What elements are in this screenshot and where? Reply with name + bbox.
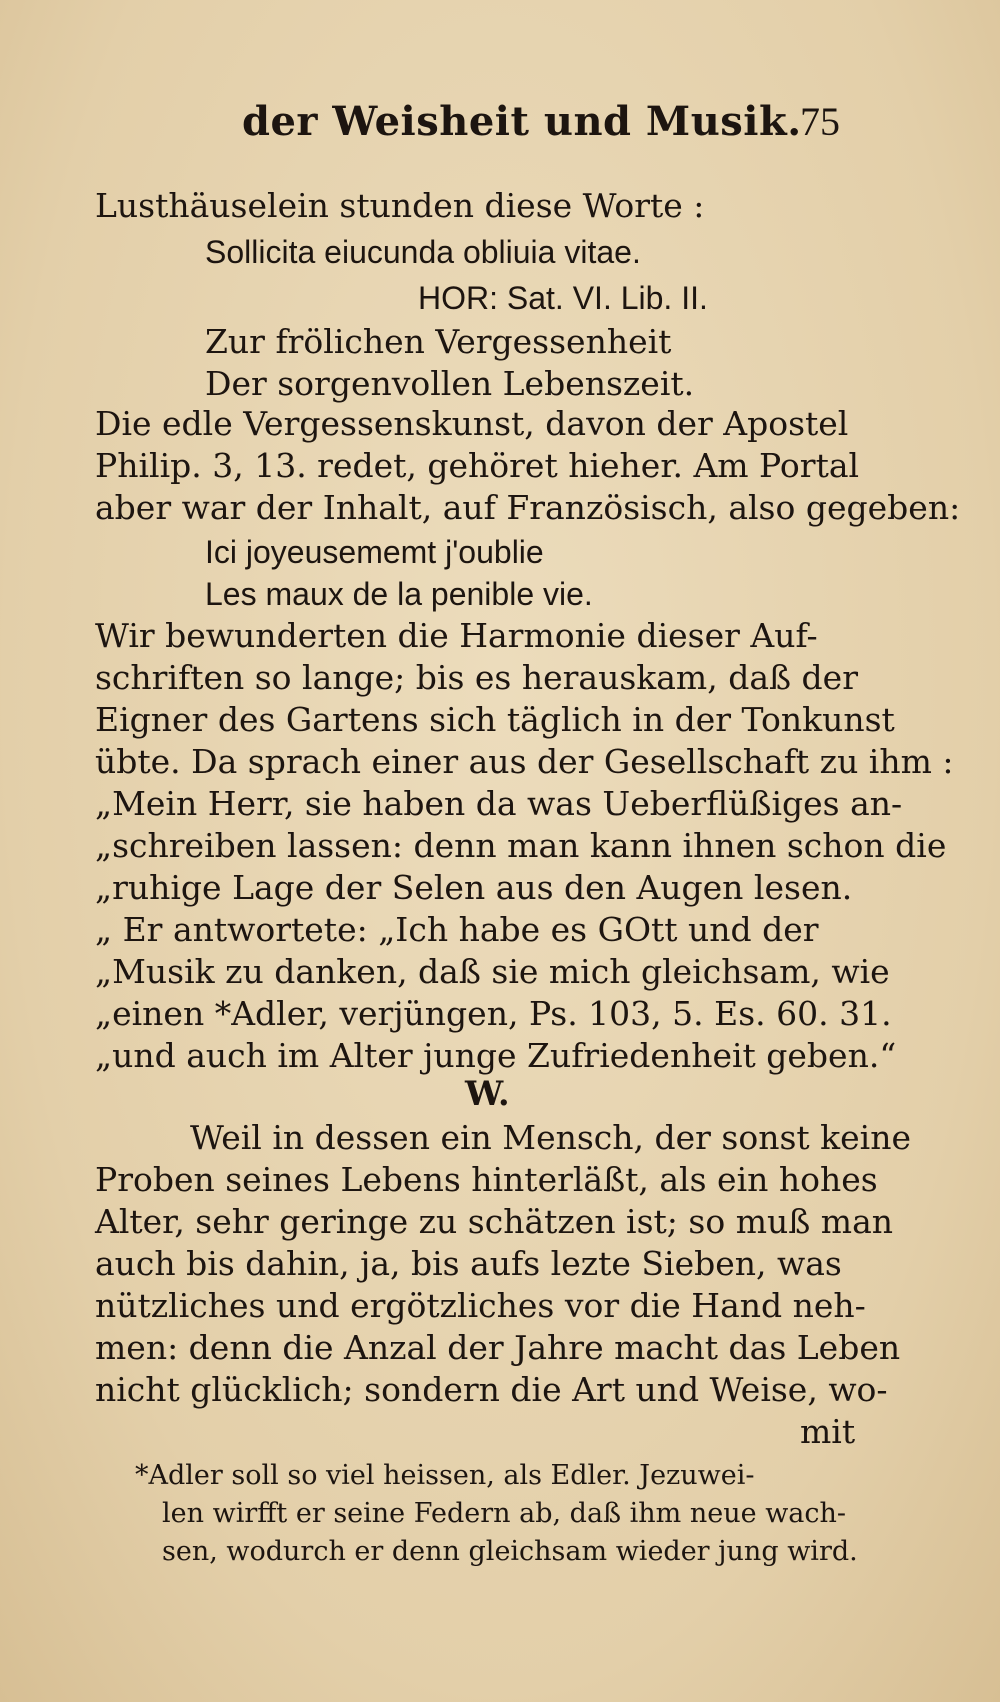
text-line: Philip. 3, 13. redet, gehöret hieher. Am Portal	[95, 446, 860, 485]
text-line: aber war der Inhalt, auf Französisch, also gegeben:	[95, 488, 961, 527]
text-line: Die edle Vergessenskunst, davon der Apostel	[95, 404, 849, 443]
paragraph-line: nicht glücklich; sondern die Art und Weise, wo-	[95, 1370, 888, 1409]
french-quote-line: Les maux de la penible vie.	[205, 576, 593, 612]
citation-line: HOR: Sat. VI. Lib. II.	[418, 280, 708, 316]
text-line: „einen *Adler, verjüngen, Ps. 103, 5. Es. 60. 31.	[95, 994, 892, 1033]
footnote-line: *Adler soll so viel heissen, als Edler. Jezuwei-	[135, 1460, 755, 1491]
text-line: „ Er antwortete: „Ich habe es GOtt und der	[95, 910, 819, 949]
verse-line: Zur frölichen Vergessenheit	[205, 322, 672, 361]
paragraph-line: auch bis dahin, ja, bis aufs lezte Sieben, was	[95, 1244, 842, 1283]
page-number: 75	[800, 99, 840, 144]
text-line: Eigner des Gartens sich täglich in der Tonkunst	[95, 700, 895, 739]
french-quote-line: Ici joyeusememt j'oublie	[205, 534, 544, 570]
text-line: übte. Da sprach einer aus der Gesellschaft zu ihm :	[95, 742, 954, 781]
verse-line: Der sorgenvollen Lebenszeit.	[205, 364, 695, 403]
text-line: „ruhige Lage der Selen aus den Augen lesen.	[95, 868, 853, 907]
text-line: „Mein Herr, sie haben da was Ueberflüßiges an-	[95, 784, 903, 823]
paragraph-line: men: denn die Anzal der Jahre macht das Leben	[95, 1328, 901, 1367]
paragraph-line: Alter, sehr geringe zu schätzen ist; so muß man	[95, 1202, 894, 1241]
text-line: „schreiben lassen: denn man kann ihnen schon die	[95, 826, 947, 865]
text-line: schriften so lange; bis es herauskam, daß der	[95, 658, 858, 697]
paragraph-line: Weil in dessen ein Mensch, der sonst keine	[190, 1118, 912, 1157]
paragraph-line: nützliches und ergötzliches vor die Hand neh-	[95, 1286, 866, 1325]
paragraph-line: Proben seines Lebens hinterläßt, als ein hohes	[95, 1160, 878, 1199]
page-header	[0, 98, 1000, 158]
footnote-line: len wirfft er seine Federn ab, daß ihm neue wach-	[162, 1498, 847, 1529]
text-line: „und auch im Alter junge Zufriedenheit geben.“	[95, 1036, 897, 1075]
footnote-line: sen, wodurch er denn gleichsam wieder jung wird.	[162, 1536, 858, 1567]
running-title: der Weisheit und Musik.	[242, 98, 802, 145]
text-line: „Musik zu danken, daß sie mich gleichsam, wie	[95, 952, 890, 991]
text-line: Lusthäuselein stunden diese Worte :	[95, 186, 705, 225]
text-line: Wir bewunderten die Harmonie dieser Auf-	[95, 616, 818, 655]
catchword: mit	[800, 1412, 856, 1451]
section-mark: W.	[465, 1074, 510, 1114]
latin-quote-line: Sollicita eiucunda obliuia vitae.	[205, 234, 641, 270]
